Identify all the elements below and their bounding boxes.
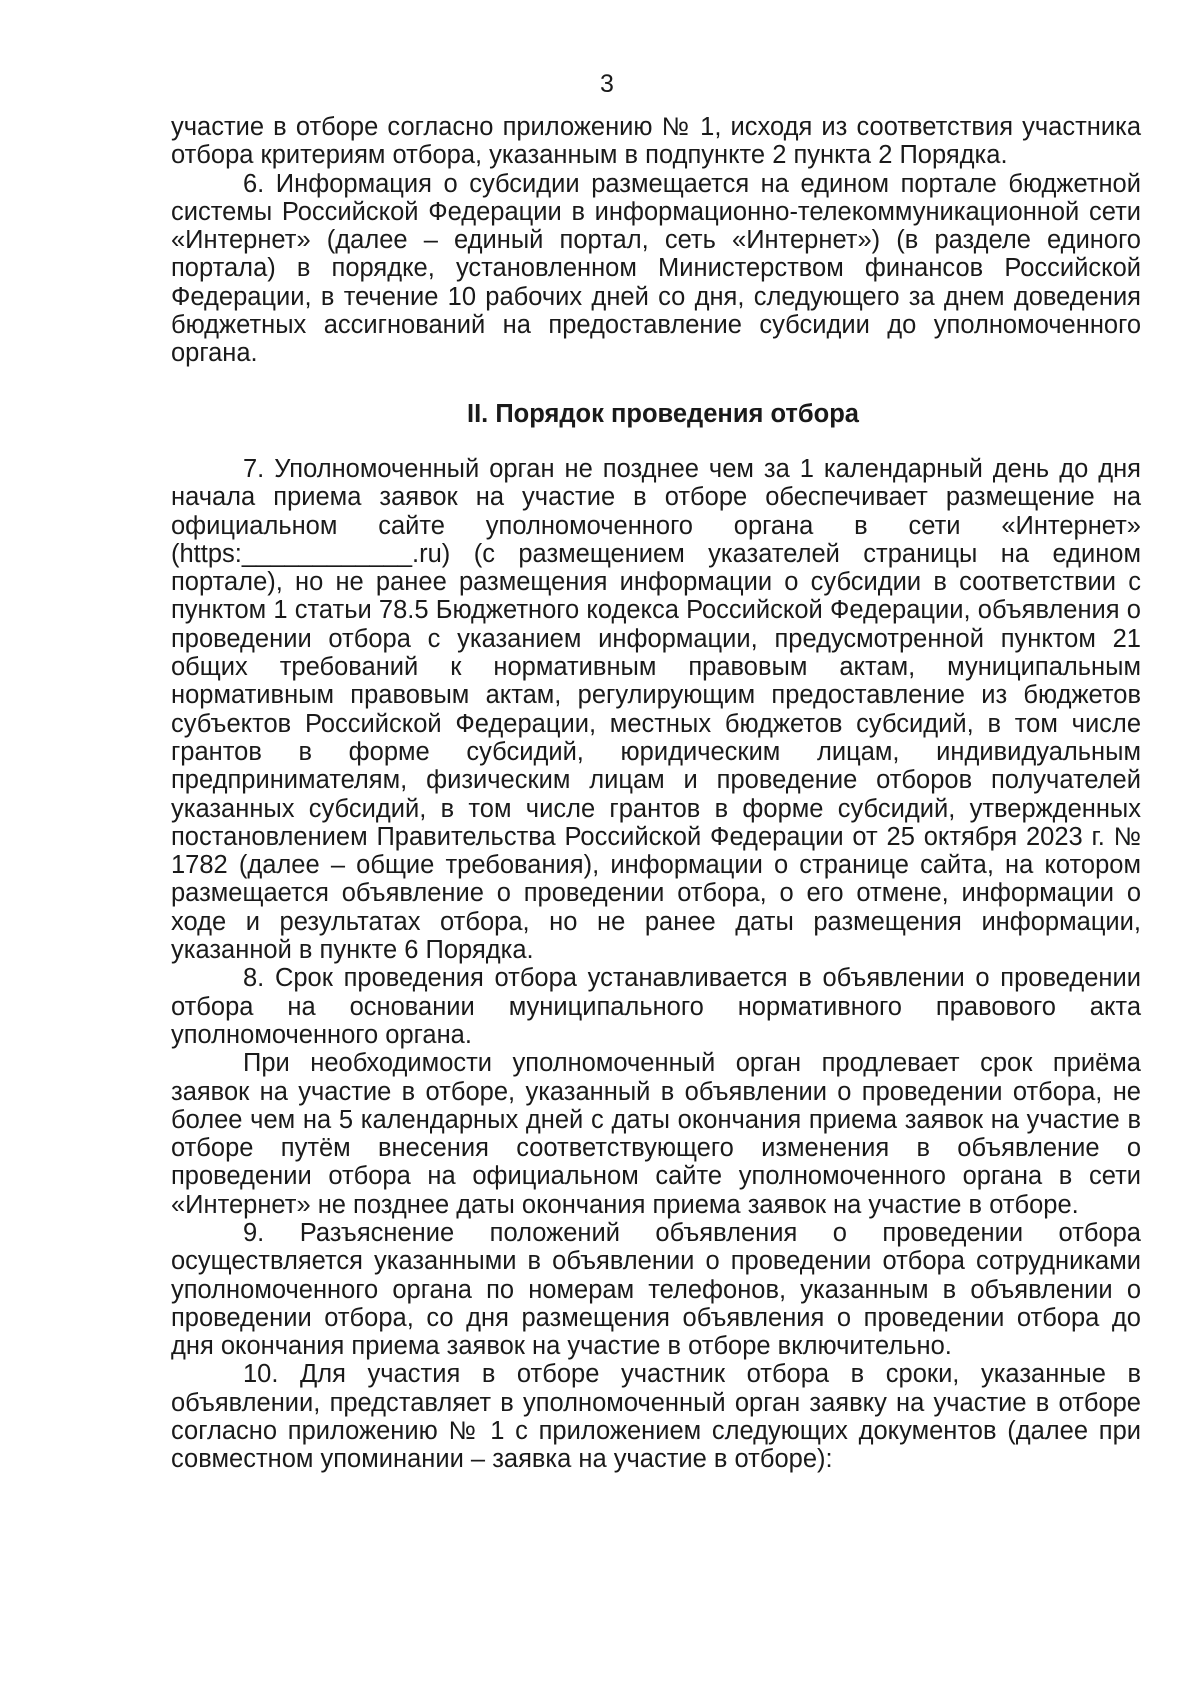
paragraph-10: 10. Для участия в отборе участник отбора в сроки, указанные в объявлении, представляет в уполномоченный орган заявку на участие в отборе согласно приложению № 1 с приложением следующих документов (далее при совместном упоминании – заявка на участие в отборе): (171, 1360, 1141, 1474)
paragraph-9: 9. Разъяснение положений объявления о проведении отбора осуществляется указанными в объявлении о проведении отбора сотрудниками уполномоченного органа по номерам телефонов, указанным в объявлении о проведении отбора, со дня размещения объявления о проведении отбора до дня окончания приема заявок на участие в отборе включительно. (171, 1218, 1141, 1361)
paragraph-continuation: участие в отборе согласно приложению № 1, исходя из соответствия участника отбора критериям отбора, указанным в подпункте 2 пункта 2 Порядка. (171, 113, 1141, 170)
paragraph-8-extension: При необходимости уполномоченный орган продлевает срок приёма заявок на участие в отборе, указанный в объявлении о проведении отбора, не более чем на 5 календарных дней с даты окончания приема заявок на участие в отборе путём внесения соответствующего изменения в объявление о проведении отбора на официальном сайте уполномоченного органа в сети «Интернет» не позднее даты окончания приема заявок на участие в отборе. (171, 1049, 1141, 1219)
section-heading: II. Порядок проведения отбора (467, 399, 859, 428)
paragraph-6: 6. Информация о субсидии размещается на едином портале бюджетной системы Российской Федерации в информационно-телекоммуникационной сети «Интернет» (далее – единый портал, сеть «Интернет») (в разделе единого портала) в порядке, установленном Министерством финансов Российской Федерации, в течение 10 рабочих дней со дня, следующего за днем доведения бюджетных ассигнований на предоставление субсидии до уполномоченного органа. (171, 169, 1141, 368)
page-number: 3 (600, 70, 614, 98)
document-body (171, 113, 1141, 1474)
paragraph-8: 8. Срок проведения отбора устанавливается в объявлении о проведении отбора на основании муниципального нормативного правового акта уполномоченного органа. (171, 964, 1141, 1049)
paragraph-7: 7. Уполномоченный орган не позднее чем за 1 календарный день до дня начала приема заявок на участие в отборе обеспечивает размещение на официальном сайте уполномоченного органа в сети «Интернет» (https:____________.ru) (с размещением указателей страницы на едином портале), но не ранее размещения информации о субсидии в соответствии с пунктом 1 статьи 78.5 Бюджетного кодекса Российской Федерации, объявления о проведении отбора с указанием информации, предусмотренной пунктом 21 общих требований к нормативным правовым актам, муниципальным нормативным правовым актам, регулирующим предоставление из бюджетов субъектов Российской Федерации, местных бюджетов субсидий, в том числе грантов в форме субсидий, юридическим лицам, индивидуальным предпринимателям, физическим лицам и проведение отборов получателей указанных субсидий, в том числе грантов в форме субсидий, утвержденных постановлением Правительства Российской Федерации от 25 октября 2023 г. № 1782 (далее – общие требования), информации о странице сайта, на котором размещается объявление о проведении отбора, о его отмене, информации о ходе и результатах отбора, но не ранее даты размещения информации, указанной в пункте 6 Порядка. (171, 454, 1141, 965)
